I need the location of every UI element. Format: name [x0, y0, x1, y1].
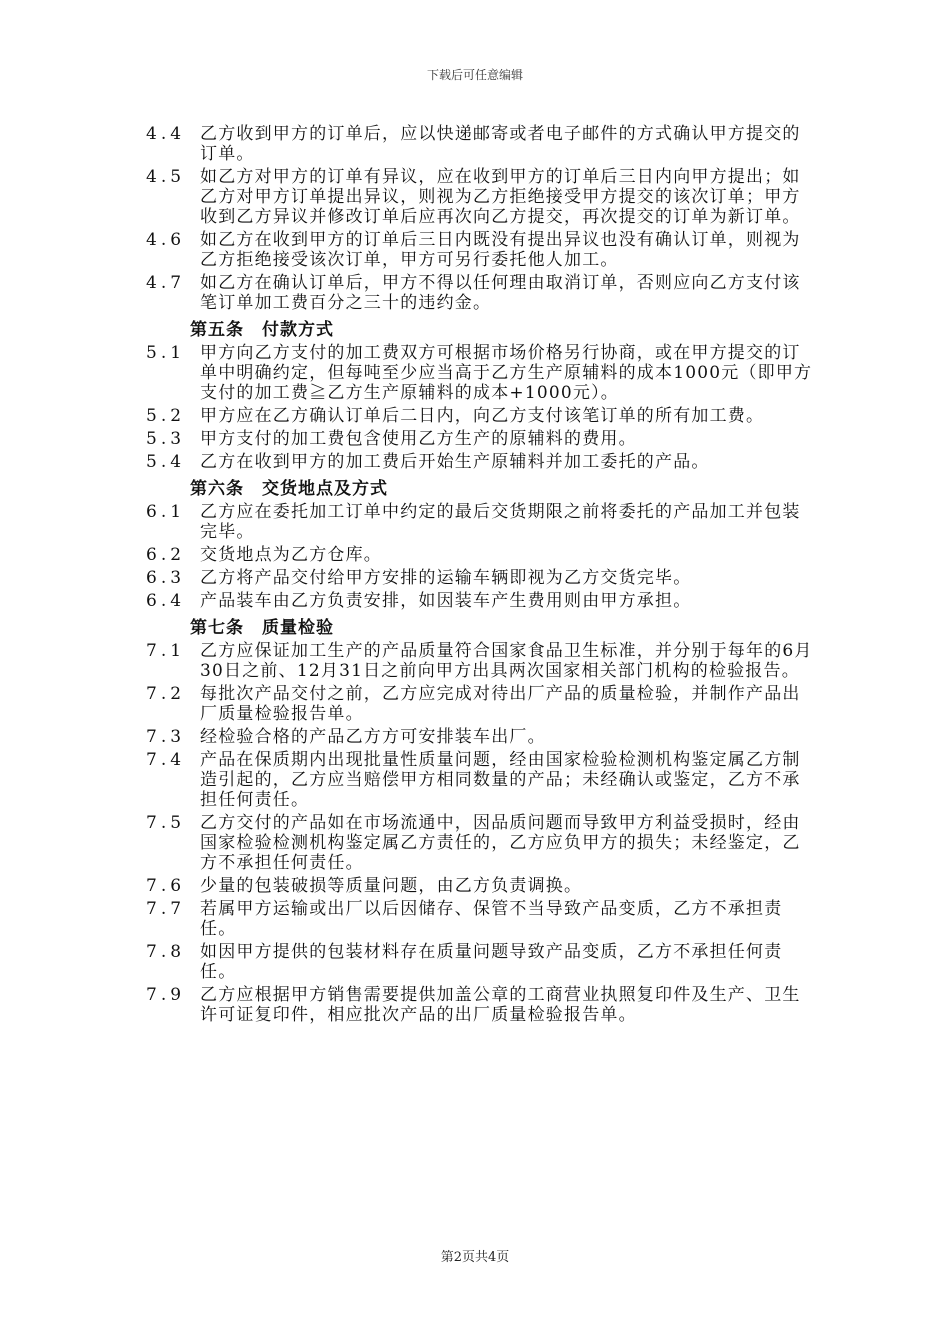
clause-text: 如因甲方提供的包装材料存在质量问题导致产品变质，乙方不承担任何责任。 — [200, 942, 783, 982]
clause-text: 乙方应根据甲方销售需要提供加盖公章的工商营业执照复印件及生产、卫生许可证复印件，相应批次产品的出厂质量检验报告单。 — [200, 985, 801, 1025]
clause-item — [146, 899, 816, 939]
clause-number: 5.2 — [146, 406, 186, 426]
clause-number: 7.6 — [146, 876, 186, 896]
clause-number: 5.3 — [146, 429, 186, 449]
clause-number: 7.3 — [146, 727, 186, 747]
clause-text: 若属甲方运输或出厂以后因储存、保管不当导致产品变质，乙方不承担责任。 — [200, 899, 783, 939]
clause-item — [146, 813, 816, 873]
clause-text: 交货地点为乙方仓库。 — [200, 545, 382, 565]
clause-item — [146, 124, 816, 164]
clause-text: 少量的包装破损等质量问题，由乙方负责调换。 — [200, 876, 583, 896]
section-heading: 第六条 交货地点及方式 — [190, 479, 388, 499]
clause-number: 7.5 — [146, 813, 186, 833]
clause-text: 产品在保质期内出现批量性质量问题，经由国家检验检测机构鉴定属乙方制造引起的，乙方应当赔偿甲方相同数量的产品；未经确认或鉴定，乙方不承担任何责任。 — [200, 750, 801, 810]
clause-item — [146, 985, 816, 1025]
clause-text: 乙方收到甲方的订单后，应以快递邮寄或者电子邮件的方式确认甲方提交的订单。 — [200, 124, 801, 164]
clause-item — [146, 230, 816, 270]
clause-text: 经检验合格的产品乙方方可安排装车出厂。 — [200, 727, 546, 747]
clause-text: 每批次产品交付之前，乙方应完成对待出厂产品的质量检验，并制作产品出厂质量检验报告单。 — [200, 684, 801, 724]
clause-number: 7.2 — [146, 684, 186, 704]
clause-item — [146, 727, 816, 747]
clause-item — [146, 545, 816, 565]
clause-item — [146, 502, 816, 542]
clause-item — [146, 591, 816, 611]
clause-item — [146, 876, 816, 896]
clause-number: 4.6 — [146, 230, 186, 250]
section-heading: 第五条 付款方式 — [190, 320, 334, 340]
clause-item — [146, 343, 816, 403]
clause-number: 5.4 — [146, 452, 186, 472]
clause-text: 乙方在收到甲方的加工费后开始生产原辅料并加工委托的产品。 — [200, 452, 710, 472]
clause-number: 6.2 — [146, 545, 186, 565]
clause-item — [146, 167, 816, 227]
clause-item — [146, 452, 816, 472]
section-heading: 第七条 质量检验 — [190, 618, 334, 638]
clause-number: 6.3 — [146, 568, 186, 588]
clause-text: 如乙方对甲方的订单有异议，应在收到甲方的订单后三日内向甲方提出；如乙方对甲方订单提出异议，则视为乙方拒绝接受甲方提交的该次订单；甲方收到乙方异议并修改订单后应再次向乙方提交，再次提交的订单为新订单。 — [200, 167, 801, 227]
clause-item — [146, 273, 816, 313]
clause-text: 甲方向乙方支付的加工费双方可根据市场价格另行协商，或在甲方提交的订单中明确约定，但每吨至少应当高于乙方生产原辅料的成本1000元（即甲方支付的加工费≧乙方生产原辅料的成本+1000元）。 — [200, 343, 813, 403]
clause-number: 7.8 — [146, 942, 186, 962]
clause-text: 如乙方在确认订单后，甲方不得以任何理由取消订单，否则应向乙方支付该笔订单加工费百分之三十的违约金。 — [200, 273, 801, 313]
clause-item — [146, 406, 816, 426]
clause-text: 乙方交付的产品如在市场流通中，因品质问题而导致甲方利益受损时，经由国家检验检测机构鉴定属乙方责任的，乙方应负甲方的损失；未经鉴定，乙方不承担任何责任。 — [200, 813, 801, 873]
clause-item — [146, 568, 816, 588]
clause-number: 4.7 — [146, 273, 186, 293]
clause-number: 7.7 — [146, 899, 186, 919]
clause-item — [146, 641, 816, 681]
clause-item — [146, 429, 816, 449]
clause-number: 6.1 — [146, 502, 186, 522]
clause-number: 4.4 — [146, 124, 186, 144]
page-footer: 第2页共4页 — [440, 1250, 510, 1265]
clause-text: 产品装车由乙方负责安排，如因装车产生费用则由甲方承担。 — [200, 591, 692, 611]
clause-number: 6.4 — [146, 591, 186, 611]
clause-item — [146, 942, 816, 982]
clause-text: 如乙方在收到甲方的订单后三日内既没有提出异议也没有确认订单，则视为乙方拒绝接受该次订单，甲方可另行委托他人加工。 — [200, 230, 801, 270]
document-body — [146, 124, 816, 1028]
page-header: 下载后可任意编辑 — [426, 68, 523, 82]
clause-text: 乙方将产品交付给甲方安排的运输车辆即视为乙方交货完毕。 — [200, 568, 692, 588]
clause-number: 5.1 — [146, 343, 186, 363]
clause-text: 甲方应在乙方确认订单后二日内，向乙方支付该笔订单的所有加工费。 — [200, 406, 765, 426]
clause-number: 7.4 — [146, 750, 186, 770]
clause-text: 乙方应在委托加工订单中约定的最后交货期限之前将委托的产品加工并包装完毕。 — [200, 502, 801, 542]
clause-number: 7.1 — [146, 641, 186, 661]
clause-number: 7.9 — [146, 985, 186, 1005]
clause-text: 乙方应保证加工生产的产品质量符合国家食品卫生标准，并分别于每年的6月30日之前、12月31日之前向甲方出具两次国家相关部门机构的检验报告。 — [200, 641, 813, 681]
clause-text: 甲方支付的加工费包含使用乙方生产的原辅料的费用。 — [200, 429, 637, 449]
clause-item — [146, 750, 816, 810]
clause-number: 4.5 — [146, 167, 186, 187]
clause-item — [146, 684, 816, 724]
